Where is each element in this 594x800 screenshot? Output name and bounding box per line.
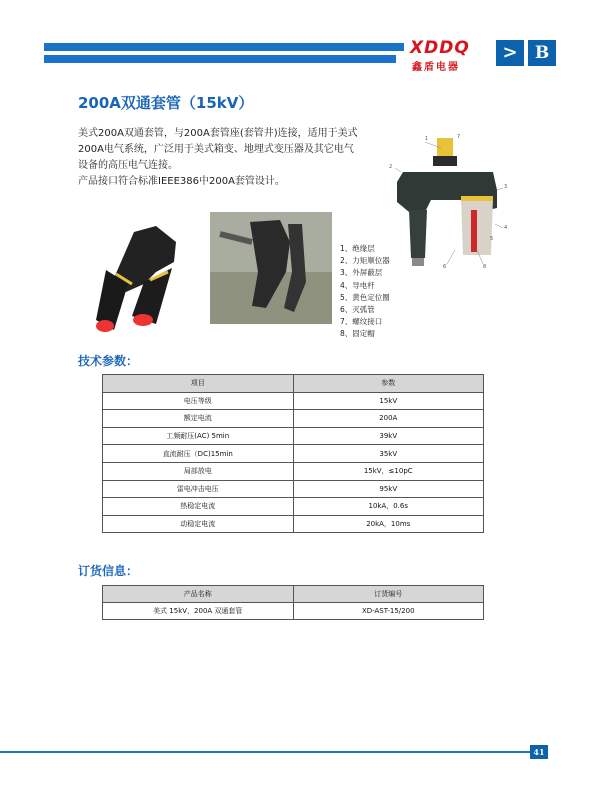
diagram-label: 2 [389,164,393,170]
description-line: 设备的高压电气连接。 [78,160,178,171]
diagram-yellow-ring [461,196,493,201]
table-cell: 雷电冲击电压 [103,480,294,498]
page-title: 200A双通套管（15kV） [78,94,254,112]
product-photo [86,212,206,347]
table-row [103,427,484,445]
tech-params-table [102,374,484,533]
diagram-left-tip [412,258,424,266]
table-row [103,410,484,428]
table-cell: 工频耐压(AC) 5min [103,427,294,445]
footer-line [0,751,530,753]
diagram-label: 7 [457,134,461,140]
column-header: 项目 [103,375,294,393]
table-cell: 美式 15kV，200A 双通套管 [103,603,294,620]
diagram-label: 3 [504,184,508,190]
header-stripe-bottom [44,55,396,63]
column-header: 订货编号 [293,586,484,603]
legend-item: 3、外屏蔽层 [340,268,383,278]
table-header-row [103,375,484,393]
legend-item: 7、螺纹接口 [340,317,383,327]
tech-params-heading: 技术参数： [78,354,139,368]
diagram-label: 6 [443,264,447,270]
table-row [103,515,484,533]
photo-right-tip [133,314,153,326]
legend-item: 8、固定帽 [340,329,375,339]
table-cell: 20kA，10ms [293,515,484,533]
table-cell: 39kV [293,427,484,445]
brand-logo-mark: XDDQ [410,38,470,58]
diagram-label: 4 [504,225,508,231]
cross-section-diagram [385,130,515,280]
legend-item: 6、灭弧管 [340,305,375,315]
diagram-left-leg [409,210,427,258]
diagram-top-ring [433,156,457,166]
installation-photo [210,212,332,324]
table-row [103,603,484,620]
description-line: 美式200A双通套管，与200A套管座(套管井)连接，适用于美式 [78,128,358,139]
table-cell: 动稳定电流 [103,515,294,533]
legend-item: 4、导电杆 [340,280,375,290]
header-stripe-top [44,43,404,51]
table-cell: 直流耐压（DC)15min [103,445,294,463]
description-line: 产品接口符合标准IEEE386中200A套管设计。 [78,176,285,187]
page-header [0,0,594,80]
product-description [78,126,378,190]
table-cell: XD-AST-15/200 [293,603,484,620]
section-letter-badge: B [528,40,556,66]
table-cell: 热稳定电流 [103,498,294,516]
diagram-label: 5 [490,236,494,242]
brand-logo-name: 鑫盾电器 [412,62,460,73]
column-header: 产品名称 [103,586,294,603]
table-cell: 10kA，0.6s [293,498,484,516]
legend-item: 2、力矩顺位器 [340,256,390,266]
table-row [103,480,484,498]
table-cell: 局部放电 [103,462,294,480]
description-line: 200A电气系统，广泛用于美式箱变、地埋式变压器及其它电气 [78,144,354,155]
table-cell: 35kV [293,445,484,463]
table-cell: 额定电流 [103,410,294,428]
page-number: 41 [530,745,548,759]
legend-item: 5、黄色定位圈 [340,292,390,302]
photo-left-tip [96,320,114,332]
table-cell: 200A [293,410,484,428]
table-cell: 电压等级 [103,392,294,410]
table-row [103,445,484,463]
diagram-label: 8 [483,264,487,270]
diagram-conductor [471,210,477,252]
nav-arrow-icon: > [496,40,524,66]
legend-item: 1、绝缘层 [340,244,375,253]
table-cell: 95kV [293,480,484,498]
table-row [103,392,484,410]
column-header: 参数 [293,375,484,393]
diagram-label: 1 [425,136,429,142]
table-cell: 15kV，≤10pC [293,462,484,480]
table-row [103,462,484,480]
parts-legend [340,243,390,341]
table-row [103,498,484,516]
order-info-table [102,585,484,620]
table-header-row [103,586,484,603]
table-cell: 15kV [293,392,484,410]
order-info-heading: 订货信息： [78,564,139,578]
